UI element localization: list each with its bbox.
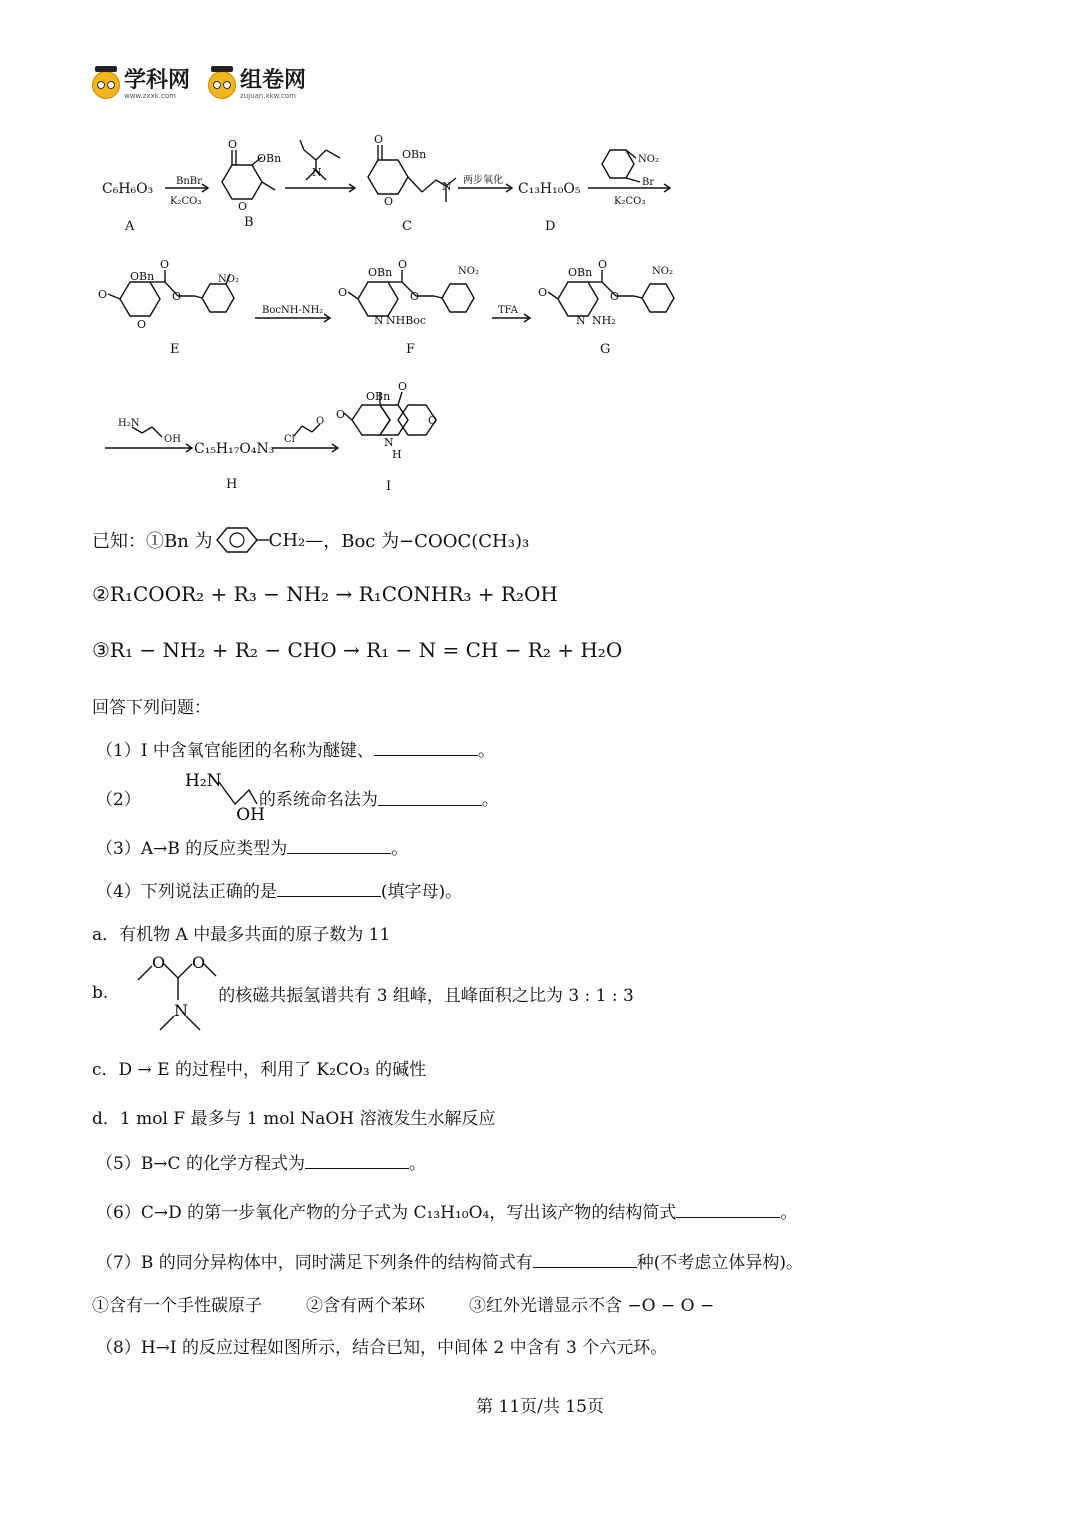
- logo-url: www.zxxk.com: [124, 92, 176, 100]
- option-c: c．D → E 的过程中，利用了 K₂CO₃ 的碱性: [92, 1060, 427, 1080]
- q2-text: 的系统命名法为: [258, 789, 378, 810]
- q7-end: 种(不考虑立体异构)。: [636, 1253, 803, 1273]
- owl-icon: [208, 71, 236, 99]
- answer-blank: [305, 1152, 409, 1169]
- q1-end: 。: [477, 741, 495, 761]
- atom-cl: Cl: [284, 434, 295, 445]
- q5-text: （5）B→C 的化学方程式为: [96, 1154, 305, 1174]
- atom-o: O: [538, 286, 548, 299]
- q2-oh: OH: [236, 805, 265, 825]
- atom-o: O: [172, 290, 182, 303]
- header-logos: [92, 70, 306, 100]
- known-ch2: CH₂—: [268, 529, 324, 551]
- group-obn: OBn: [402, 148, 427, 161]
- answer-blank: [378, 789, 482, 806]
- page-number: 第 11页/共 15页: [476, 1397, 604, 1417]
- atom-o: O: [192, 953, 206, 972]
- known-boc: ，Boc 为−COOC(CH₃)₃: [323, 531, 530, 552]
- logo-xuekewang: [92, 70, 190, 100]
- atom-n: N: [442, 180, 452, 193]
- atom-n: N: [384, 436, 394, 449]
- option-a: a．有机物 A 中最多共面的原子数为 11: [92, 925, 391, 945]
- atom-o: O: [98, 288, 108, 301]
- atom-o: O: [336, 408, 346, 421]
- group-obn: OBn: [130, 270, 155, 283]
- atom-o: O: [374, 133, 384, 146]
- known-line-3: ③R₁ − NH₂ + R₂ − CHO → R₁ − N = CH − R₂ + H₂O: [92, 638, 623, 662]
- atom-o: O: [228, 138, 238, 151]
- logo-name: 学科网: [124, 68, 191, 93]
- q4-end: (填字母)。: [380, 882, 463, 902]
- group-h2n: H₂N: [118, 418, 140, 429]
- atom-o: O: [137, 318, 147, 331]
- label-g: G: [600, 342, 611, 357]
- group-nh2: NH₂: [592, 314, 616, 327]
- label-a: A: [125, 219, 135, 234]
- label-h: H: [226, 477, 238, 492]
- option-d: d．1 mol F 最多与 1 mol NaOH 溶液发生水解反应: [92, 1109, 496, 1129]
- atom-o: O: [410, 290, 420, 303]
- question-4: [96, 877, 462, 902]
- atom-o: O: [152, 953, 166, 972]
- ethanolamine-structure: [141, 768, 265, 826]
- atom-o: O: [428, 414, 438, 427]
- owl-icon: [92, 71, 120, 99]
- condition-3: ③红外光谱显示不含 −O − O −: [469, 1296, 715, 1316]
- atom-n: N: [374, 314, 384, 327]
- answer-blank: [533, 1251, 637, 1268]
- question-2: [96, 768, 499, 826]
- compound-d-formula: C₁₃H₁₀O₅: [518, 181, 581, 197]
- label-b: B: [244, 215, 254, 230]
- q3-end: 。: [391, 839, 409, 859]
- atom-br: Br: [642, 177, 655, 188]
- q2-end: 。: [481, 789, 499, 810]
- condition-1: ①含有一个手性碳原子: [92, 1296, 262, 1316]
- question-3: [96, 834, 408, 859]
- benzene-icon: [213, 526, 269, 554]
- reagent-boc: BocNH-NH₂: [262, 305, 324, 316]
- group-obn: OBn: [368, 266, 393, 279]
- question-7: [96, 1248, 803, 1273]
- label-d: D: [545, 219, 556, 234]
- logo-url: zujuan.xkw.com: [240, 92, 296, 100]
- logo-zujuanwang: [208, 70, 306, 100]
- atom-h: H: [392, 448, 402, 461]
- question-6: [96, 1198, 797, 1223]
- group-obn: OBn: [366, 390, 391, 403]
- option-b: [92, 950, 634, 1036]
- group-no2: NO₂: [218, 274, 239, 285]
- group-nhboc: NHBoc: [386, 314, 427, 327]
- q2-h2n: H₂N: [184, 771, 222, 791]
- answer-blank: [676, 1201, 780, 1218]
- option-b-text: 的核磁共振氢谱共有 3 组峰，且峰面积之比为 3 : 1 : 3: [218, 985, 634, 1006]
- question-5: [96, 1149, 426, 1174]
- answer-blank: [374, 739, 478, 756]
- atom-o: O: [384, 195, 394, 208]
- group-oh: OH: [164, 434, 181, 445]
- known-line-1: [92, 526, 529, 554]
- q4-text: （4）下列说法正确的是: [96, 882, 277, 902]
- compound-h-formula: C₁₅H₁₇O₄N₃: [194, 441, 275, 457]
- reagent-k2co3: K₂CO₃: [170, 196, 202, 207]
- atom-o: O: [398, 258, 408, 271]
- synthesis-scheme: [0, 120, 1080, 510]
- q1-text: （1）I 中含氧官能团的名称为醚键、: [96, 741, 374, 761]
- group-obn: OBn: [568, 266, 593, 279]
- reagent-bnbr: BnBr: [176, 176, 202, 187]
- group-no2: NO₂: [652, 266, 673, 277]
- reagent-k2co3: K₂CO₃: [614, 196, 646, 207]
- reagent-two-step: 两步氧化: [463, 175, 503, 186]
- atom-o: O: [160, 258, 170, 271]
- atom-o: O: [238, 200, 248, 213]
- dmf-dma-structure: [108, 950, 218, 1036]
- label-c: C: [402, 219, 412, 234]
- condition-2: ②含有两个苯环: [306, 1296, 425, 1316]
- atom-o: O: [598, 258, 608, 271]
- option-b-label: b.: [92, 983, 109, 1003]
- answer-blank: [277, 880, 381, 897]
- atom-o: O: [338, 286, 348, 299]
- group-no2: NO₂: [458, 266, 479, 277]
- atom-o: O: [610, 290, 620, 303]
- reagent-tfa: TFA: [498, 305, 518, 316]
- atom-o: O: [316, 416, 325, 427]
- atom-n: N: [174, 1001, 189, 1020]
- label-f: F: [406, 342, 416, 357]
- atom-o: O: [398, 380, 408, 393]
- label-e: E: [170, 342, 180, 357]
- logo-name: 组卷网: [240, 68, 307, 93]
- question-8: （8）H→I 的反应过程如图所示，结合已知，中间体 2 中含有 3 个六元环。: [96, 1338, 668, 1358]
- q6-end: 。: [780, 1203, 798, 1223]
- atom-n: N: [312, 166, 322, 179]
- group-obn: OBn: [257, 152, 282, 165]
- q3-text: （3）A→B 的反应类型为: [96, 839, 288, 859]
- question-1: [96, 736, 495, 761]
- questions-intro: 回答下列问题：: [92, 698, 211, 718]
- q6-text: （6）C→D 的第一步氧化产物的分子式为 C₁₃H₁₀O₄，写出该产物的结构简式: [96, 1203, 677, 1223]
- q7-text: （7）B 的同分异构体中，同时满足下列条件的结构简式有: [96, 1253, 533, 1273]
- atom-n: N: [576, 314, 586, 327]
- q5-end: 。: [408, 1154, 426, 1174]
- known-line-2: ②R₁COOR₂ + R₃ − NH₂ → R₁CONHR₃ + R₂OH: [92, 582, 558, 606]
- q2-number: （2）: [96, 789, 141, 810]
- label-i: I: [386, 479, 392, 494]
- compound-a-formula: C₆H₆O₃: [102, 181, 154, 197]
- known-prefix: 已知：①Bn 为: [92, 531, 213, 552]
- group-no2: NO₂: [638, 154, 659, 165]
- question-7-conditions: [92, 1291, 714, 1316]
- answer-blank: [287, 837, 391, 854]
